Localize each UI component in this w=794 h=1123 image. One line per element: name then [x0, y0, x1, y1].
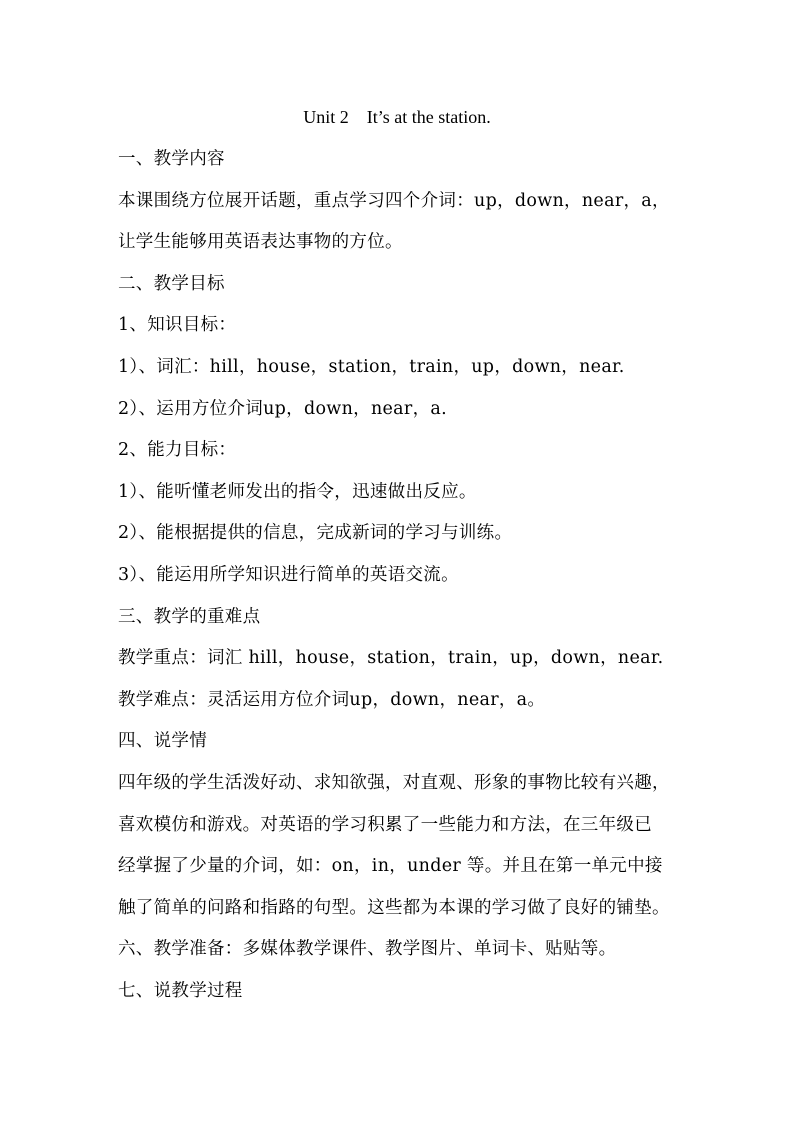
list-item: 2）、能根据提供的信息，完成新词的学习与训练。	[118, 523, 513, 544]
paragraph-line: 触了简单的问路和指路的句型。这些都为本课的学习做了良好的铺垫。	[118, 897, 670, 918]
difficult-point-line: 教学难点：灵活运用方位介词up，down，near，a。	[118, 689, 546, 710]
document-title: Unit 2 It’s at the station.	[303, 107, 491, 127]
section-heading-objectives: 二、教学目标	[118, 273, 225, 294]
paragraph-line: 经掌握了少量的介词，如：on，in，under 等。并且在第一单元中接	[118, 856, 663, 877]
section-heading-process: 七、说教学过程	[118, 980, 243, 1001]
paragraph-line: 本课围绕方位展开话题，重点学习四个介词：up，down，near，a，	[118, 190, 670, 211]
list-item: 1）、词汇：hill，house，station，train，up，down，near.	[118, 356, 625, 377]
subheading-ability: 2、能力目标：	[118, 440, 237, 461]
section-heading-preparation: 六、教学准备：多媒体教学课件、教学图片、单词卡、贴贴等。	[118, 939, 617, 960]
paragraph-line: 喜欢模仿和游戏。对英语的学习积累了一些能力和方法，在三年级已	[118, 814, 652, 835]
list-item: 2）、运用方位介词up，down，near，a.	[118, 398, 447, 419]
paragraph-line: 让学生能够用英语表达事物的方位。	[118, 232, 403, 253]
paragraph-line: 四年级的学生活泼好动、求知欲强，对直观、形象的事物比较有兴趣，	[118, 772, 670, 793]
section-heading-key-points: 三、教学的重难点	[118, 606, 261, 627]
list-item: 3）、能运用所学知识进行简单的英语交流。	[118, 564, 459, 585]
key-point-line: 教学重点：词汇 hill，house，station，train，up，down，near.	[118, 648, 664, 669]
document-body	[118, 145, 698, 1018]
section-heading-students: 四、说学情	[118, 731, 207, 752]
section-heading-content: 一、教学内容	[118, 149, 225, 169]
list-item: 1）、能听懂老师发出的指令，迅速做出反应。	[118, 481, 477, 502]
subheading-knowledge: 1、知识目标：	[118, 315, 237, 336]
